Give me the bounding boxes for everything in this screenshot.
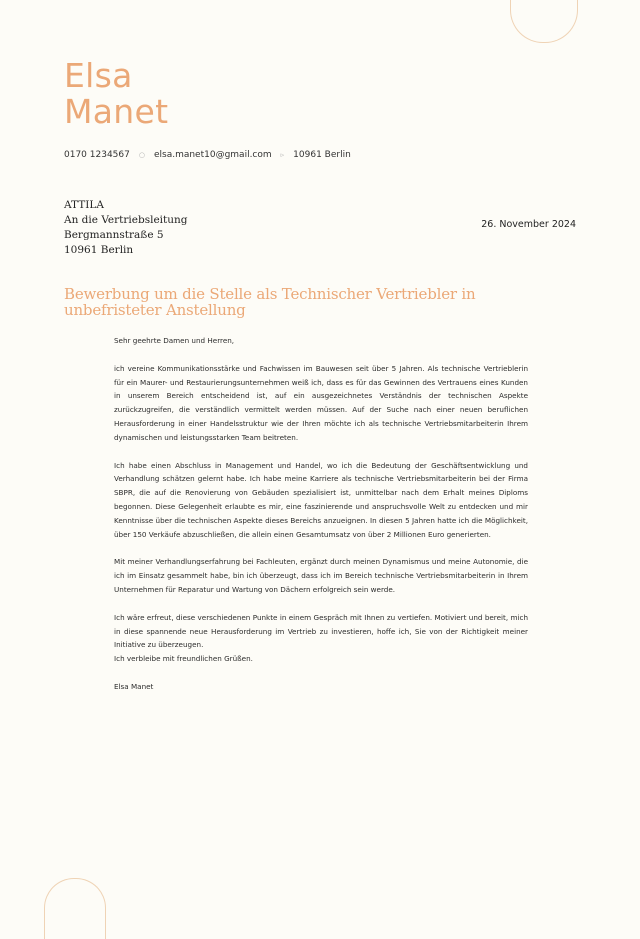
letter-body [114, 334, 528, 694]
closing: Ich verbleibe mit freundlichen Grüßen. [114, 654, 253, 664]
recipient-address [64, 198, 187, 258]
paragraph-2: Ich habe einen Abschluss in Management und Handel, wo ich die Bedeutung der Geschäftsentwicklung und Verhandlung schätzen gelernt habe. Ich habe meine Karriere als technische Vertriebsmitarbeiterin bei der Firma SBPR, die auf die Renovierung von Gebäuden spezialisiert ist, unmittelbar nach dem Erhalt meines Diploms begonnen. Diese Gelegenheit erlaubte es mir, eine faszinierende und anspruchsvolle Welt zu entdecken und mir Kenntnisse über die technischen Aspekte dieses Bereichs anzueignen. In diesen 5 Jahren hatte ich die Möglichkeit, über 150 Verkäufe abzuschließen, die allein einen Gesamtumsatz von über 2 Millionen Euro generierten. [114, 460, 528, 539]
separator-dot-icon: ○ [138, 151, 145, 159]
sender-name [64, 58, 168, 130]
letter-date: 26. November 2024 [481, 219, 576, 230]
separator-arrow-icon: ▹ [280, 151, 285, 159]
phone-number: 0170 1234567 [64, 150, 130, 160]
decorative-arc-bottom [44, 878, 106, 939]
recipient-street: Bergmannstraße 5 [64, 229, 164, 241]
letter-subject: Bewerbung um die Stelle als Technischer Vertriebler in unbefristeter Anstellung [64, 285, 476, 319]
paragraph-3: Mit meiner Verhandlungserfahrung bei Fachleuten, ergänzt durch meinen Dynamismus und meine Autonomie, die ich im Einsatz gesammelt habe, bin ich überzeugt, dass ich im Bereich technische Vertriebsmitarbeiterin in Ihrem Unternehmen für Reparatur und Wartung von Dächern erfolgreich sein werde. [114, 557, 528, 594]
recipient-department: An die Vertriebsleitung [64, 214, 188, 226]
contact-line [64, 150, 351, 160]
signature: Elsa Manet [114, 681, 154, 691]
paragraph-1: ich vereine Kommunikationsstärke und Fachwissen im Bauwesen seit über 5 Jahren. Als technische Vertrieblerin für ein Maurer- und Restaurierungsunternehmen weiß ich, dass es für das Gewinnen des Vertrauens eines Kunden in unserem Bereich entscheidend ist, auf ein ausgezeichnetes Verständnis der technischen Aspekte zurückzugreifen, die verständlich vermittelt werden müssen. Auf der Suche nach einer neuen beruflichen Herausforderung in einer Handelsstruktur wie der Ihren möchte ich als technische Vertriebsmitarbeiterin Ihrem dynamischen und leistungsstarken Team beitreten. [114, 363, 528, 442]
sender-city: 10961 Berlin [293, 150, 351, 160]
email-address: elsa.manet10@gmail.com [153, 150, 272, 160]
sender-first-name: Elsa [64, 56, 133, 95]
sender-last-name: Manet [64, 92, 169, 131]
paragraph-4: Ich wäre erfreut, diese verschiedenen Punkte in einem Gespräch mit Ihnen zu vertiefen. Motiviert und bereit, mich in diese spannende neue Herausforderung im Vertrieb zu investieren, hoffe ich, Sie von der Richtigkeit meiner Initiative zu überzeugen. [114, 612, 528, 650]
recipient-city: 10961 Berlin [64, 244, 134, 256]
recipient-company: ATTILA [64, 199, 104, 211]
greeting: Sehr geehrte Damen und Herren, [114, 336, 235, 345]
decorative-arc-top [510, 0, 578, 43]
